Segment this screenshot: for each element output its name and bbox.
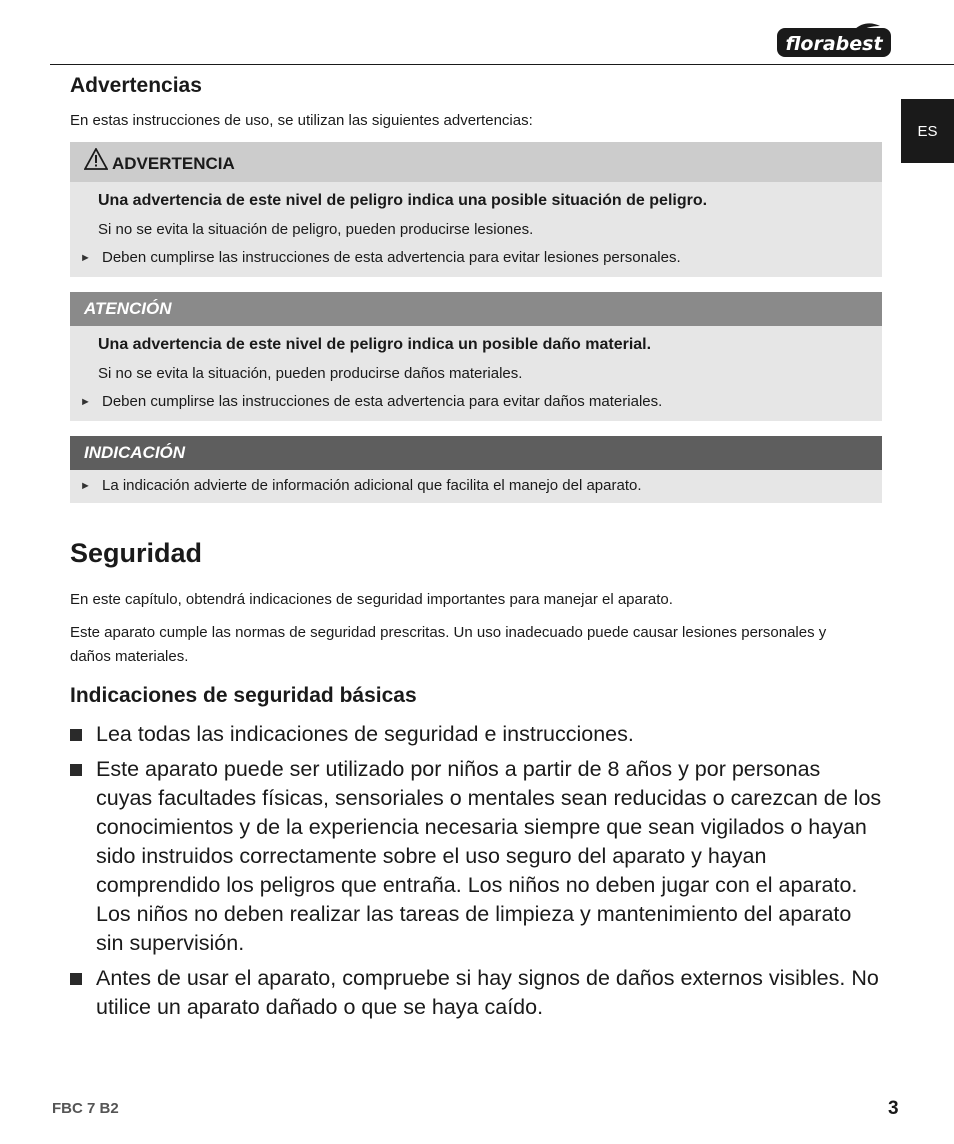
warning-triangle-icon: [84, 143, 108, 187]
attention-box-strong: Una advertencia de este nivel de peligro indica un posible daño material.: [98, 336, 652, 353]
brand-logo-text: florabest: [785, 33, 883, 55]
square-bullet-icon: [70, 764, 82, 776]
safety-bullet-list: [70, 720, 882, 1028]
attention-box-heading: ATENCIÓN: [84, 299, 172, 318]
brand-logo: [776, 22, 892, 58]
attention-box: [70, 292, 882, 421]
warning-box: [70, 142, 882, 277]
arrow-right-icon: ►: [80, 480, 91, 492]
note-box: [70, 436, 882, 503]
note-box-arrow-text: La indicación advierte de información adicional que facilita el manejo del aparato.: [102, 477, 642, 494]
safety-bullet-text: Lea todas las indicaciones de seguridad e instrucciones.: [96, 722, 634, 746]
language-tab[interactable]: [901, 99, 954, 163]
list-item: [70, 720, 882, 749]
attention-box-arrow-text: Deben cumplirse las instrucciones de esta advertencia para evitar daños materiales.: [102, 393, 663, 410]
warning-box-header: [70, 142, 882, 182]
warning-box-heading: ADVERTENCIA: [112, 154, 235, 173]
list-item: [70, 964, 882, 1022]
seguridad-paragraph-2: Este aparato cumple las normas de seguridad prescritas. Un uso inadecuado puede causar lesiones personales y daños materiales.: [70, 624, 827, 665]
note-box-heading: INDICACIÓN: [84, 443, 186, 462]
attention-box-header: [70, 292, 882, 326]
square-bullet-icon: [70, 973, 82, 985]
safety-bullet-text: Antes de usar el aparato, compruebe si hay signos de daños externos visibles. No utilice un aparato dañado o que se haya caído.: [96, 966, 879, 1019]
seguridad-title: Seguridad: [70, 538, 203, 568]
warning-box-arrow-text: Deben cumplirse las instrucciones de esta advertencia para evitar lesiones personales.: [102, 249, 681, 266]
footer-model-number: FBC 7 B2: [52, 1100, 119, 1117]
warning-box-strong: Una advertencia de este nivel de peligro indica una posible situación de peligro.: [98, 192, 708, 209]
arrow-right-icon: ►: [80, 252, 91, 264]
warning-box-instruction: [70, 242, 882, 270]
warning-box-line: Si no se evita la situación de peligro, pueden producirse lesiones.: [98, 221, 534, 238]
attention-box-instruction: [70, 386, 882, 414]
list-item: [70, 755, 882, 958]
square-bullet-icon: [70, 729, 82, 741]
note-box-header: [70, 436, 882, 470]
header-divider: [50, 64, 954, 65]
arrow-right-icon: ►: [80, 396, 91, 408]
basic-safety-subtitle: Indicaciones de seguridad básicas: [70, 684, 417, 707]
page-number: 3: [888, 1098, 899, 1119]
safety-bullet-text: Este aparato puede ser utilizado por niños a partir de 8 años y por personas cuyas facultades físicas, sensoriales o mentales sean reducidas o carezcan de los conocimientos y de la experiencia necesaria siempre que sean vigilados o hayan sido instruidos correctamente sobre el uso seguro del aparato y hayan comprendido los peligros que entraña. Los niños no deben jugar con el aparato. Los niños no deben realizar las tareas de limpieza y mantenimiento del aparato sin supervisión.: [96, 757, 882, 955]
advertencias-intro: En estas instrucciones de uso, se utilizan las siguientes advertencias:: [70, 112, 533, 129]
seguridad-paragraph-1: En este capítulo, obtendrá indicaciones de seguridad importantes para manejar el aparato.: [70, 591, 673, 608]
attention-box-line: Si no se evita la situación, pueden producirse daños materiales.: [98, 365, 523, 382]
note-box-instruction: [70, 470, 882, 498]
advertencias-title: Advertencias: [70, 74, 202, 97]
language-tab-label: ES: [917, 122, 938, 140]
